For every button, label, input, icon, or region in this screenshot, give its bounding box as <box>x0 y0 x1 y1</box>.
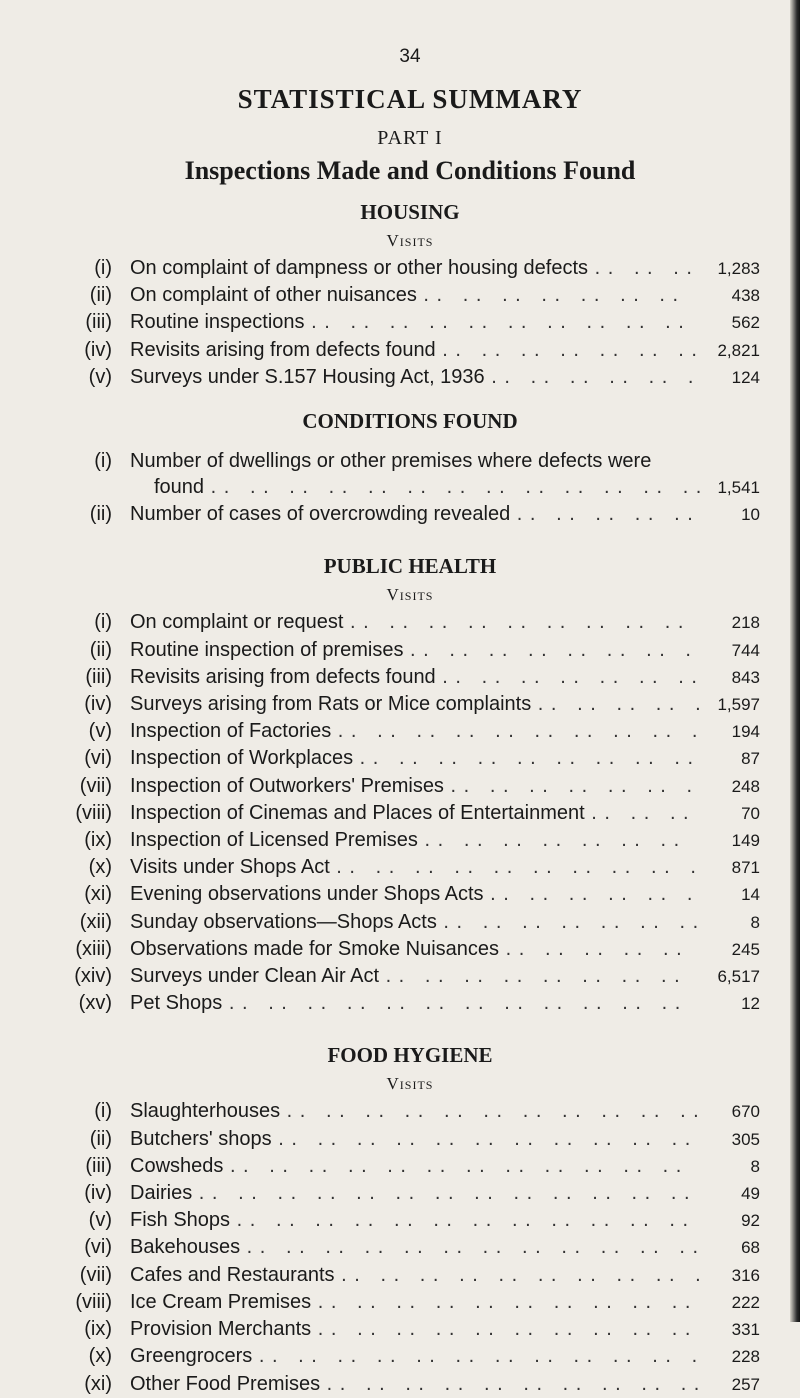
item-number: (i) <box>94 1100 112 1123</box>
item-text: Other Food Premises . . <box>130 1371 700 1397</box>
item-value: 245 <box>731 939 760 959</box>
list-item <box>60 309 760 336</box>
item-value: 68 <box>741 1238 760 1258</box>
item-number: (iv) <box>84 693 112 716</box>
item-value: 871 <box>731 858 760 878</box>
item-value: 149 <box>731 831 760 851</box>
item-number: (ii) <box>89 284 112 307</box>
item-value: 194 <box>731 722 760 742</box>
list-item <box>60 609 760 636</box>
item-value: 1,597 <box>717 695 760 715</box>
page-title: STATISTICAL SUMMARY <box>237 84 583 114</box>
item-text: On complaint of other nuisances . . <box>130 282 700 308</box>
item-value: 2,821 <box>717 340 760 360</box>
item-text: Slaughterhouses . . <box>130 1098 700 1124</box>
item-text: Surveys under Clean Air Act . . <box>130 963 700 989</box>
list-item <box>60 637 760 664</box>
item-text: Surveys under S.157 Housing Act, 1936 . . <box>130 364 700 390</box>
item-value: 14 <box>741 885 760 905</box>
item-text: On complaint of dampness or other housing defects . . <box>130 255 700 281</box>
item-value: 257 <box>731 1374 760 1394</box>
list-item <box>60 800 760 827</box>
food-hygiene-subheading: Visits <box>386 1074 434 1094</box>
item-text: Fish Shops . . <box>130 1207 700 1233</box>
list-item <box>60 773 760 800</box>
item-text: Inspection of Factories . . <box>130 718 700 744</box>
item-number: (vi) <box>84 1236 112 1259</box>
item-value: 744 <box>731 640 760 660</box>
document-page <box>60 46 760 1398</box>
item-text: Cafes and Restaurants . . <box>130 1262 700 1288</box>
item-value: 6,517 <box>717 967 760 987</box>
item-text: Butchers' shops . . <box>130 1126 700 1152</box>
item-text: Inspection of Outworkers' Premises . . <box>130 773 700 799</box>
list-item <box>60 1234 760 1261</box>
item-text: Ice Cream Premises . . <box>130 1289 700 1315</box>
housing-heading: HOUSING <box>360 200 460 224</box>
item-text: Provision Merchants . . <box>130 1316 700 1342</box>
item-number: (v) <box>88 1209 112 1232</box>
food-hygiene-heading: FOOD HYGIENE <box>327 1043 493 1068</box>
list-item <box>60 990 760 1017</box>
item-value: 8 <box>750 912 760 932</box>
item-value: 8 <box>750 1156 760 1176</box>
item-text: Routine inspections . . <box>130 309 700 335</box>
list-item <box>60 1371 760 1398</box>
item-text: On complaint or request . . <box>130 609 700 635</box>
item-text: Evening observations under Shops Acts . . <box>130 881 700 907</box>
item-value: 316 <box>731 1265 760 1285</box>
item-value: 331 <box>731 1320 760 1340</box>
item-text: Number of cases of overcrowding revealed . . <box>130 501 700 527</box>
item-text: found . . <box>130 474 700 500</box>
item-number: (iv) <box>84 338 112 361</box>
item-number: (viii) <box>75 1290 112 1313</box>
item-number: (xiii) <box>75 937 112 960</box>
list-item <box>60 664 760 691</box>
item-value: 10 <box>741 505 760 525</box>
list-item <box>60 745 760 772</box>
item-value: 438 <box>731 286 760 306</box>
list-item <box>60 1126 760 1153</box>
list-item <box>60 827 760 854</box>
item-number: (iii) <box>85 1154 112 1177</box>
item-value: 222 <box>731 1292 760 1312</box>
item-number: (xii) <box>79 910 112 933</box>
list-item <box>60 1289 760 1316</box>
item-text: Inspection of Cinemas and Places of Entertainment . . <box>130 800 700 826</box>
item-value: 49 <box>741 1184 760 1204</box>
item-number: (viii) <box>75 801 112 824</box>
item-value: 1,283 <box>717 259 760 278</box>
item-value: 248 <box>731 776 760 796</box>
list-item <box>60 448 760 474</box>
item-number: (x) <box>88 1345 112 1368</box>
item-text: Dairies . . <box>130 1180 700 1206</box>
list-item <box>60 1153 760 1180</box>
item-number: (vii) <box>79 774 112 797</box>
item-value: 218 <box>731 613 760 633</box>
list-item <box>60 1180 760 1207</box>
item-number: (xiv) <box>74 965 112 988</box>
item-number: (ii) <box>89 638 112 661</box>
item-number: (ix) <box>84 829 112 852</box>
item-number: (v) <box>88 365 112 388</box>
item-text: Routine inspection of premises . . <box>130 637 700 663</box>
housing-list <box>60 255 760 391</box>
item-text: Inspection of Workplaces . . <box>130 745 700 771</box>
item-value: 1,541 <box>717 478 760 498</box>
item-number: (xi) <box>84 883 112 906</box>
item-text: Greengrocers . . <box>130 1343 700 1369</box>
item-text: Observations made for Smoke Nuisances . . <box>130 936 700 962</box>
item-text: Bakehouses . . <box>130 1234 700 1260</box>
item-number: (xi) <box>84 1372 112 1395</box>
list-item <box>60 501 760 528</box>
item-number: (i) <box>94 257 112 279</box>
item-text: Revisits arising from defects found . . <box>130 664 700 690</box>
list-item <box>60 691 760 718</box>
list-item <box>60 881 760 908</box>
page-number: 34 <box>399 46 421 67</box>
list-item <box>60 718 760 745</box>
item-number: (v) <box>88 720 112 743</box>
item-text: Surveys arising from Rats or Mice complaints . . <box>130 691 700 717</box>
item-text: Revisits arising from defects found . . <box>130 337 700 363</box>
list-item <box>60 909 760 936</box>
item-number: (ii) <box>89 1127 112 1150</box>
list-item <box>60 1316 760 1343</box>
list-item <box>60 1207 760 1234</box>
list-item <box>60 282 760 309</box>
item-value: 562 <box>731 313 760 333</box>
list-item <box>60 364 760 391</box>
item-value: 843 <box>731 667 760 687</box>
item-value: 70 <box>741 803 760 823</box>
item-number: (iv) <box>84 1182 112 1205</box>
item-value: 228 <box>731 1347 760 1367</box>
list-item <box>60 963 760 990</box>
item-value: 670 <box>731 1102 760 1122</box>
public-health-heading: PUBLIC HEALTH <box>323 554 497 579</box>
list-item <box>60 255 760 282</box>
part-label: PART I <box>377 127 443 149</box>
page-subtitle: Inspections Made and Conditions Found <box>184 156 636 185</box>
item-text: Cowsheds . . <box>130 1153 700 1179</box>
housing-subheading: Visits <box>386 231 434 250</box>
item-number: (iii) <box>85 665 112 688</box>
item-number: (xv) <box>78 992 112 1015</box>
item-value: 87 <box>741 749 760 769</box>
list-item <box>60 936 760 963</box>
item-text: Number of dwellings or other premises where defects were <box>130 450 652 473</box>
item-number: (x) <box>88 856 112 879</box>
item-number: (i) <box>94 450 112 473</box>
public-health-subheading: Visits <box>386 585 434 605</box>
item-number: (ii) <box>89 503 112 526</box>
item-number: (vi) <box>84 747 112 770</box>
item-value: 12 <box>741 994 760 1014</box>
food-hygiene-list <box>60 1098 760 1397</box>
item-value: 305 <box>731 1129 760 1149</box>
item-value: 92 <box>741 1211 760 1231</box>
item-number: (i) <box>94 611 112 634</box>
page-edge <box>790 0 800 1322</box>
item-text: Inspection of Licensed Premises . . <box>130 827 700 853</box>
item-text: Visits under Shops Act . . <box>130 854 700 880</box>
list-item <box>60 1262 760 1289</box>
item-number: (iii) <box>85 311 112 334</box>
item-text: Sunday observations—Shops Acts . . <box>130 909 700 935</box>
item-value: 124 <box>731 367 760 387</box>
list-item-continuation <box>60 474 760 501</box>
list-item <box>60 337 760 364</box>
item-number: (ix) <box>84 1318 112 1341</box>
list-item <box>60 1343 760 1370</box>
item-text: Pet Shops . . <box>130 990 700 1016</box>
conditions-heading: CONDITIONS FOUND <box>302 409 518 434</box>
list-item <box>60 1098 760 1125</box>
public-health-list <box>60 609 760 1017</box>
list-item <box>60 854 760 881</box>
item-number: (vii) <box>79 1263 112 1286</box>
